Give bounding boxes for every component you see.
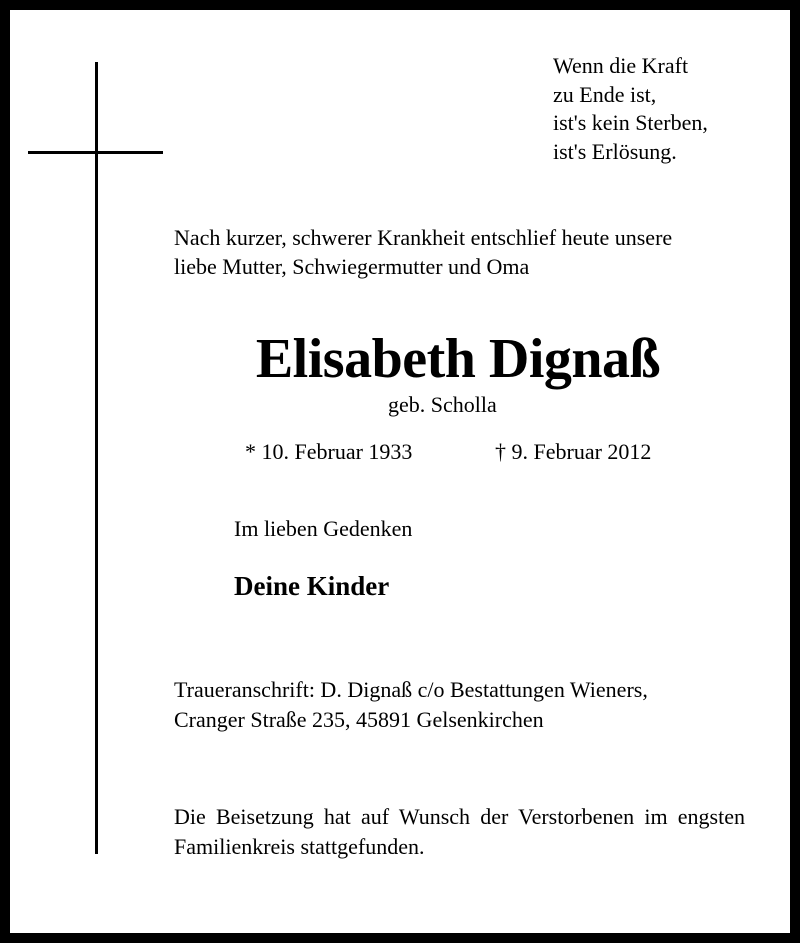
- poem-line: ist's kein Sterben,: [553, 110, 708, 135]
- deceased-name: Elisabeth Dignaß: [255, 328, 661, 390]
- maiden-name: geb. Scholla: [388, 392, 497, 417]
- poem-line: Wenn die Kraft: [553, 53, 689, 78]
- birth-date: * 10. Februar 1933: [245, 439, 413, 464]
- poem-line: zu Ende ist,: [553, 81, 657, 107]
- death-date: † 9. Februar 2012: [495, 439, 652, 464]
- cross-vertical-bar: [95, 62, 98, 854]
- cross-horizontal-bar: [28, 151, 163, 154]
- address-line: Traueranschrift: D. Dignaß c/o Bestattungen Wieners,: [174, 677, 648, 702]
- poem-line: ist's Erlösung.: [553, 138, 677, 164]
- announcement-text: [174, 223, 672, 281]
- announcement-line: Nach kurzer, schwerer Krankheit entschlief heute unsere: [174, 225, 673, 250]
- announcement-line: liebe Mutter, Schwiegermutter und Oma: [174, 254, 530, 279]
- burial-notice: Die Beisetzung hat auf Wunsch der Verstorbenen im engsten Familienkreis stattgefunden.: [174, 804, 745, 859]
- mourning-address: [174, 675, 648, 735]
- mourners-signature: Deine Kinder: [234, 571, 390, 601]
- memory-line: Im lieben Gedenken: [234, 516, 413, 541]
- address-line: Cranger Straße 235, 45891 Gelsenkirchen: [174, 707, 544, 732]
- poem: [553, 52, 708, 166]
